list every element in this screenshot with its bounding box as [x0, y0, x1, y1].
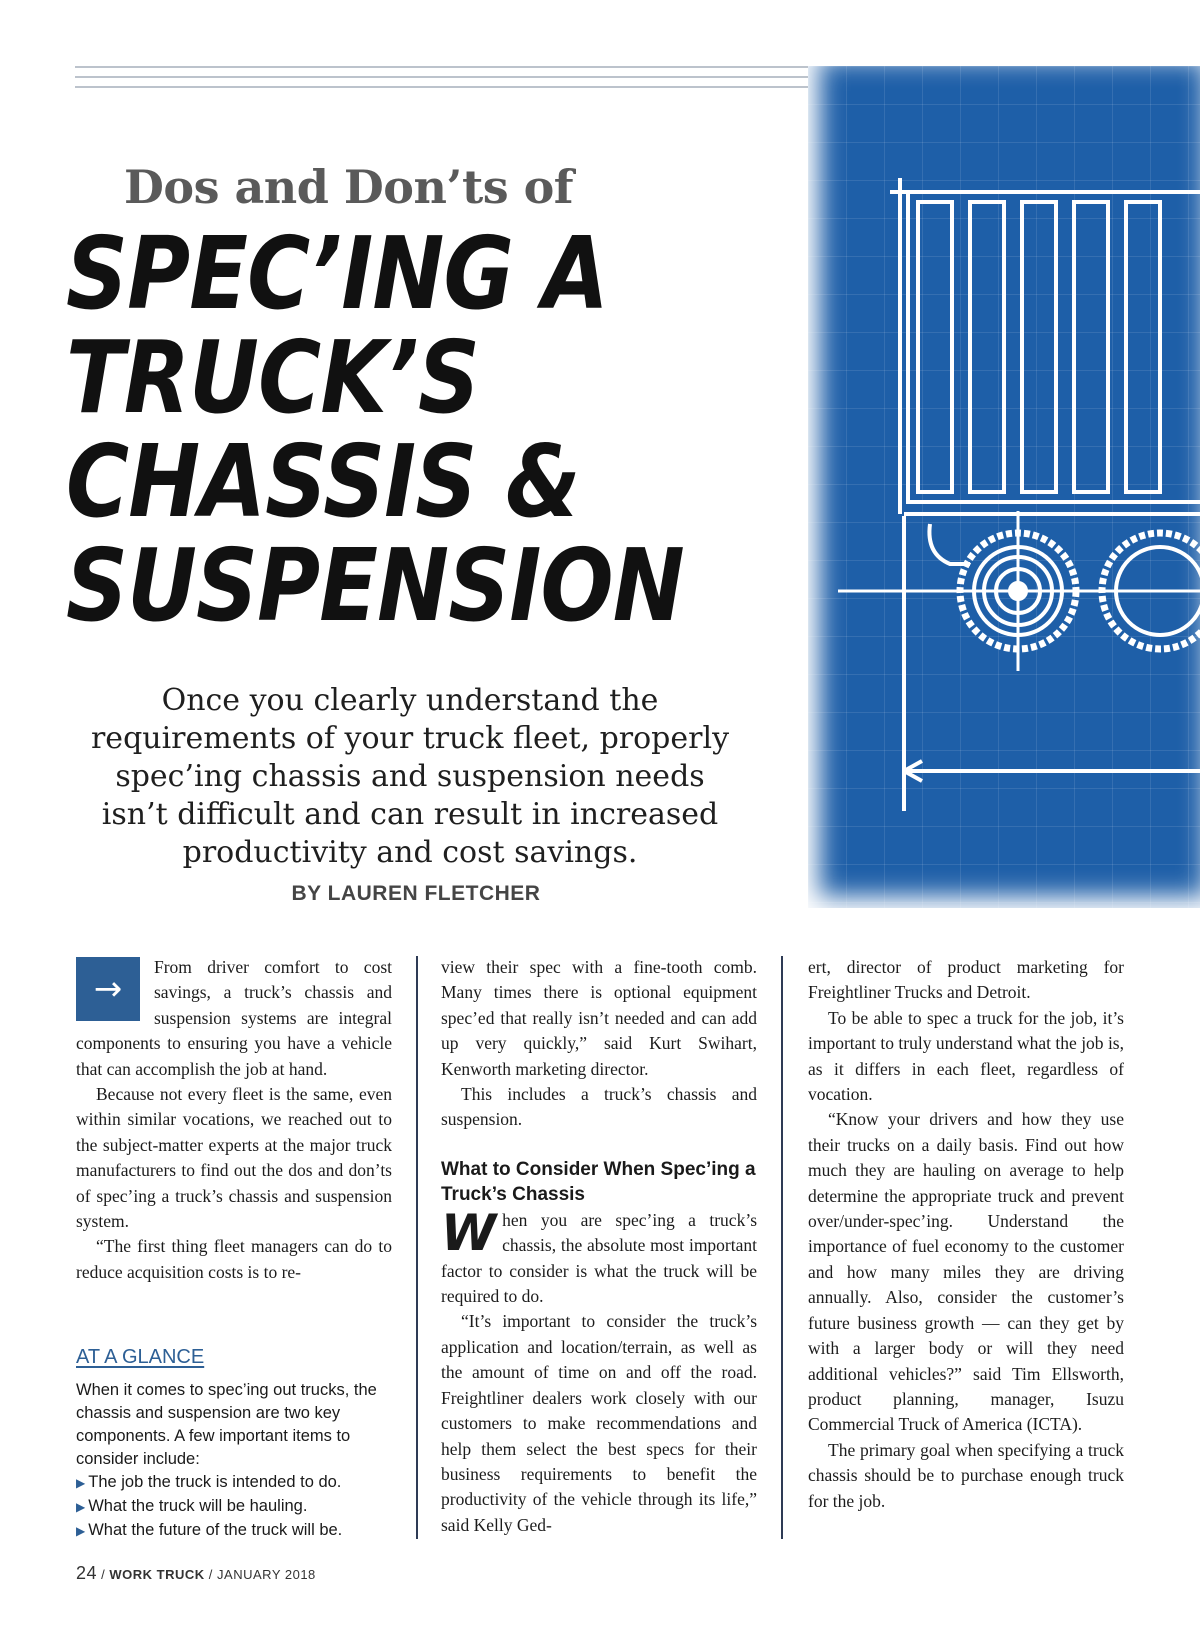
top-rule-lines	[75, 66, 815, 96]
paragraph: “The first thing fleet managers can do to reduce acquisition costs is to re-	[76, 1236, 392, 1282]
arrow-right-icon: →	[76, 957, 140, 1021]
paragraph: view their spec with a fine-tooth comb. Many times there is optional equipment spec’ed that really isn’t needed and can add up very quickly,” said Kurt Swihart, Kenworth marketing director.	[441, 957, 757, 1079]
list-item	[76, 1519, 396, 1543]
list-item-text: What the truck will be hauling.	[88, 1497, 308, 1515]
drop-cap: W	[441, 1203, 497, 1262]
deck-subtitle: Once you clearly understand the requirements of your truck fleet, properly spec’ing chassis and suspension needs isn’t difficult and can result in increased productivity and cost savings.	[90, 683, 730, 870]
page-number: 24	[76, 1563, 98, 1583]
glance-title: AT A GLANCE	[76, 1346, 205, 1368]
paragraph: ert, director of product marketing for Freightliner Trucks and Detroit.	[808, 957, 1124, 1003]
paragraph: From driver comfort to cost savings, a truck’s chassis and suspension systems are integral components to ensuring you have a vehicle that can accomplish the job at hand.	[76, 957, 392, 1079]
list-item	[76, 1495, 396, 1519]
headline-line-2: TRUCK’S	[66, 319, 480, 436]
footer-separator: /	[208, 1567, 213, 1582]
paragraph: “It’s important to consider the truck’s application and location/terrain, as well as the amount of time on and off the road. Freightliner dealers work closely with our customers to make recommendations and help them select the best specs for their business requirements to benefit the productivity of the vehicle through its life,” said Kelly Ged-	[441, 1311, 757, 1535]
issue-date: JANUARY 2018	[217, 1567, 316, 1582]
column-divider	[781, 956, 783, 1539]
article-column-3	[808, 955, 1124, 1514]
truck-blueprint-drawing	[808, 66, 1200, 908]
triangle-bullet-icon: ▶	[76, 1500, 86, 1514]
footer-separator: /	[101, 1567, 106, 1582]
paragraph: To be able to spec a truck for the job, it’s important to truly understand what the job is, as it differs in each fleet, regardless of vocation.	[808, 1007, 1124, 1105]
at-a-glance-box	[76, 1346, 396, 1543]
magazine-name: WORK TRUCK	[109, 1567, 205, 1582]
blueprint-illustration	[808, 66, 1200, 908]
list-item-text: What the future of the truck will be.	[88, 1521, 343, 1539]
list-item-text: The job the truck is intended to do.	[88, 1473, 342, 1491]
triangle-bullet-icon: ▶	[76, 1476, 86, 1490]
paragraph: The primary goal when specifying a truck chassis should be to purchase enough truck for the job.	[808, 1439, 1124, 1511]
triangle-bullet-icon: ▶	[76, 1524, 86, 1538]
headline	[66, 215, 806, 644]
headline-line-3: CHASSIS &	[66, 423, 580, 540]
article-column-2	[441, 955, 757, 1538]
paragraph-text: hen you are spec’ing a truck’s chassis, the absolute most important factor to consider is what the truck will be required to do.	[441, 1209, 757, 1307]
headline-line-1: SPEC’ING A	[66, 215, 608, 332]
paragraph	[441, 1203, 757, 1310]
paragraph: Because not every fleet is the same, even within similar vocations, we reached out to the subject-matter experts at the major truck manufacturers to find out the dos and don’ts of spec’ing a truck’s chassis and suspension system.	[76, 1084, 392, 1232]
headline-line-4: SUSPENSION	[66, 527, 684, 644]
headline-kicker: Dos and Don’ts of	[124, 160, 574, 214]
byline: BY LAUREN FLETCHER	[291, 882, 541, 905]
page-footer	[76, 1563, 316, 1584]
list-item	[76, 1471, 396, 1495]
article-column-1	[76, 955, 392, 1285]
paragraph: “Know your drivers and how they use their trucks on a daily basis. Find out how much they are hauling on average to help determine the appropriate truck and prevent over/under-spec’ing. Understand the importance of fuel economy to the customer and how many miles they are driving annually. Also, consider the customer’s future business growth — can they get by with a larger body or will they need additional vehicles?” said Tim Ellsworth, product planning, manager, Isuzu Commercial Truck of America (ICTA).	[808, 1109, 1124, 1435]
paragraph: This includes a truck’s chassis and suspension.	[441, 1084, 757, 1130]
column-divider	[416, 956, 418, 1539]
glance-intro: When it comes to spec’ing out trucks, the chassis and suspension are two key components. A few important items to consider include:	[76, 1381, 377, 1468]
section-subhead: What to Consider When Spec’ing a Truck’s Chassis	[441, 1158, 756, 1205]
